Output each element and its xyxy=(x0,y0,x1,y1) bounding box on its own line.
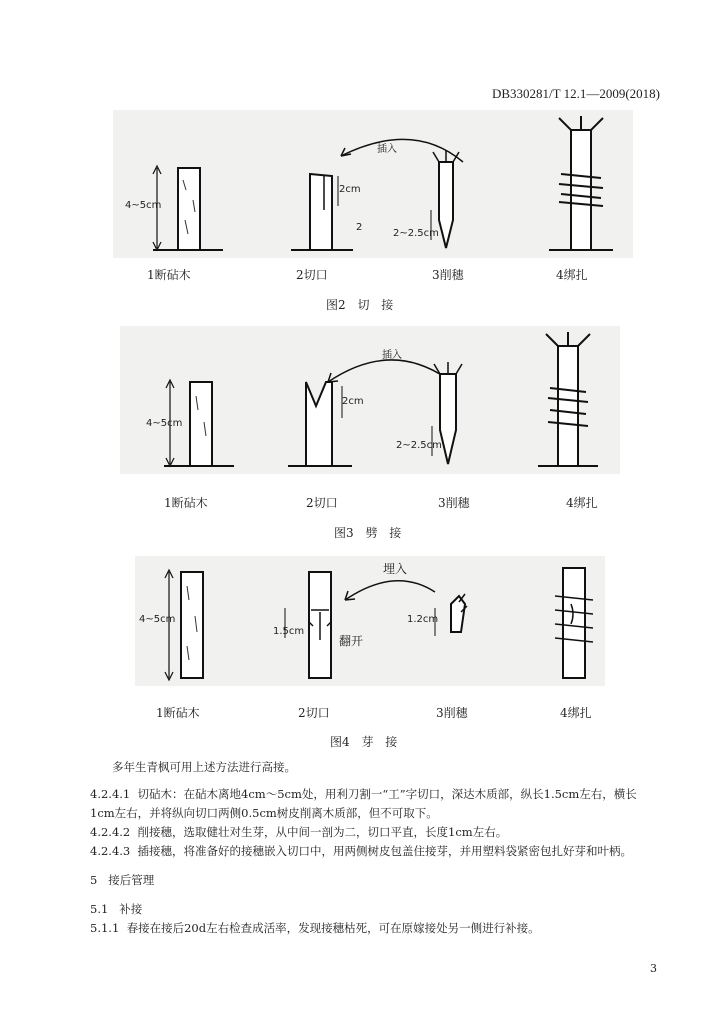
fig4-caption: 图4 芽 接 xyxy=(330,735,398,749)
fig2-label-3: 3削穗 xyxy=(432,268,464,282)
fig4-bud-annotation: 1.2cm xyxy=(407,614,439,625)
fig2-scion-annotation: 2~2.5cm xyxy=(393,228,439,239)
fig3-label-4: 4绑扎 xyxy=(566,496,598,510)
fig2-label-4: 4绑扎 xyxy=(556,268,588,282)
item-5-1-1 xyxy=(90,919,660,938)
document-code: DB330281/T 12.1—2009(2018) xyxy=(491,86,660,101)
figure-2-drawing xyxy=(113,110,633,258)
figure-4-image xyxy=(135,556,605,686)
figure-3-drawing xyxy=(120,326,620,474)
item-text: 选取健壮对生芽，从中间一剖为二，切口平直，长度1cm左右。 xyxy=(183,825,508,839)
section-5-1-heading xyxy=(90,900,660,919)
fig3-height-annotation: 4~5cm xyxy=(146,418,183,429)
fig4-label-3: 3削穗 xyxy=(436,706,468,720)
fig4-label-4: 4绑扎 xyxy=(560,706,592,720)
section-title: 接后管理 xyxy=(108,873,155,887)
section-number: 5.1 xyxy=(90,902,109,916)
fig4-flap-annotation: 翻开 xyxy=(339,634,364,648)
item-text: 将准备好的接穗嵌入切口中，用两侧树皮包盖住接芽，并用塑料袋紧密包扎好芽和叶柄。 xyxy=(183,844,633,858)
section-number: 5 xyxy=(90,873,98,887)
fig2-stray-mark: 2 xyxy=(356,222,363,233)
body-text xyxy=(90,758,660,938)
fig4-cut-annotation: 1.5cm xyxy=(273,626,305,637)
item-4-2-4-2 xyxy=(90,823,660,842)
fig4-label-2: 2切口 xyxy=(298,706,330,720)
fig3-caption: 图3 劈 接 xyxy=(334,526,402,540)
fig2-caption: 图2 切 接 xyxy=(326,298,394,312)
item-title: 切砧木： xyxy=(137,787,184,801)
item-text: 在砧木离地4cm～5cm处，用利刀割一“工”字切口，深达木质部，纵长1.5cm左右，横长1cm左右，并将纵向切口两侧0.5cm树皮削离木质部，但不可取下。 xyxy=(90,787,637,820)
fig3-arrow-annotation: 插入 xyxy=(382,350,402,361)
item-text: 春接在接后20d左右检查成活率，发现接穗枯死，可在原嫁接处另一侧进行补接。 xyxy=(126,921,540,935)
fig4-arrow-annotation: 埋入 xyxy=(383,562,408,576)
item-number: 4.2.4.1 xyxy=(90,787,131,801)
fig3-label-3: 3削穗 xyxy=(438,496,470,510)
fig3-cut-annotation: 2cm xyxy=(342,396,364,407)
fig2-height-annotation: 4~5cm xyxy=(125,200,162,211)
intro-paragraph: 多年生青枫可用上述方法进行高接。 xyxy=(112,760,296,774)
fig4-label-1: 1断砧木 xyxy=(156,706,200,720)
item-number: 5.1.1 xyxy=(90,921,120,935)
item-number: 4.2.4.2 xyxy=(90,825,131,839)
fig3-scion-annotation: 2~2.5cm xyxy=(396,440,442,451)
fig2-cut-annotation: 2cm xyxy=(339,184,361,195)
item-title: 削接穗， xyxy=(137,825,184,839)
item-number: 4.2.4.3 xyxy=(90,844,131,858)
section-5-heading xyxy=(90,871,660,890)
section-title: 补接 xyxy=(119,902,143,916)
item-title: 插接穗， xyxy=(137,844,184,858)
fig3-label-2: 2切口 xyxy=(306,496,338,510)
figure-2-image xyxy=(113,110,633,258)
item-4-2-4-1 xyxy=(90,785,660,823)
item-4-2-4-3 xyxy=(90,842,660,861)
fig2-label-1: 1断砧木 xyxy=(147,268,191,282)
fig2-label-2: 2切口 xyxy=(296,268,328,282)
fig3-label-1: 1断砧木 xyxy=(164,496,208,510)
fig4-height-annotation: 4~5cm xyxy=(139,614,176,625)
figure-4-drawing xyxy=(135,556,605,686)
figure-3-image xyxy=(120,326,620,474)
page-number: 3 xyxy=(650,962,657,975)
fig2-arrow-annotation: 插入 xyxy=(377,144,397,155)
